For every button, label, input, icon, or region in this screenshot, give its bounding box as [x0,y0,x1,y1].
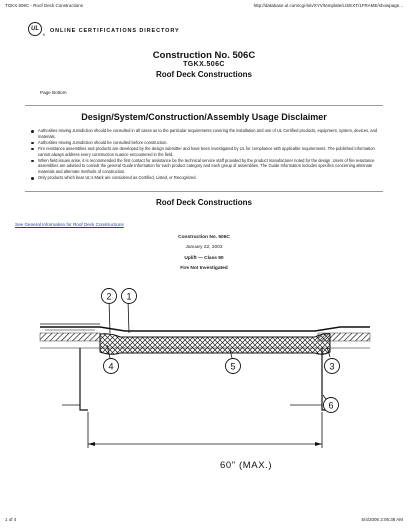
callout-5-label: 5 [230,361,236,372]
left-purlin [80,348,88,410]
print-header-title: TGKX.506C - Roof Deck Constructions [5,3,84,8]
ul-logo-text: UL [31,26,39,32]
disclaimer-item: Fire resistance assemblies and products are developed by the design submitter and have been investigated by UL for compliance with applicable requirements. The published information cannot always address every construction nuance encountered in the field. [30,146,380,158]
page-title: Construction No. 506C [152,50,256,61]
ul-logo: UL ® [28,22,42,36]
roof-deck-section-drawing [0,280,408,480]
callout-4-label: 4 [108,361,114,372]
insulation-blanket [100,334,330,354]
disclaimer-list [30,128,380,181]
left-edge-hatch [40,333,100,341]
construction-date: January 22, 2003 [185,245,223,250]
brand-name: ONLINE CERTIFICATIONS DIRECTORY [50,28,180,34]
construction-number: Construction No. 506C [178,235,230,240]
uplift-class: Uplift — Class 90 [184,256,224,261]
disclaimer-item: Authorities Having Jurisdiction should be consulted before construction. [30,140,380,146]
print-footer-page: 1 of 4 [5,517,17,522]
disclaimer-item: When field issues arise, it is recommended the first contact for assistance be the technical service staff provided by the product manufacturer noted for the design. Users of fire resistance assemblies are advised to consult the general Guide Information for each product category and each group of assemblies. The Guide Information includes specifics concerning alternate materials and alternate methods of construction. [30,158,380,176]
general-info-link[interactable]: See General Information for Roof Deck Constructions [15,222,124,227]
print-header-url: http://database.ul.com/cgi-bin/XYV/template/LISEXT/1FRAME/showpage... [253,3,403,8]
fire-rating: Fire Not Investigated [180,266,228,271]
dimension-label: 60" (MAX.) [220,460,273,471]
page-bottom-link[interactable]: Page Bottom [40,90,67,95]
divider-top [25,105,383,106]
callout-1-label: 1 [126,291,132,302]
divider-bottom [25,191,383,192]
callout-2-label: 2 [106,291,112,302]
print-footer-date: 5/4/2006 2:06:38 AM [361,517,403,522]
page-category: Roof Deck Constructions [155,70,252,79]
callout-6-label: 6 [328,400,334,411]
disclaimer-item: Only products which bear UL's Mark are considered as Certified, Listed, or Recognized. [30,175,380,181]
disclaimer-item: Authorities Having Jurisdiction should be consulted in all cases as to the particular requirements covering the installation and use of UL Certified products, equipment, system, devices, and materials. [30,128,380,140]
section-title: Roof Deck Constructions [155,198,252,207]
callout-3-label: 3 [329,361,335,372]
disclaimer-title: Design/System/Construction/Assembly Usage Disclaimer [81,112,327,122]
page-code: TGKX.506C [183,61,225,68]
